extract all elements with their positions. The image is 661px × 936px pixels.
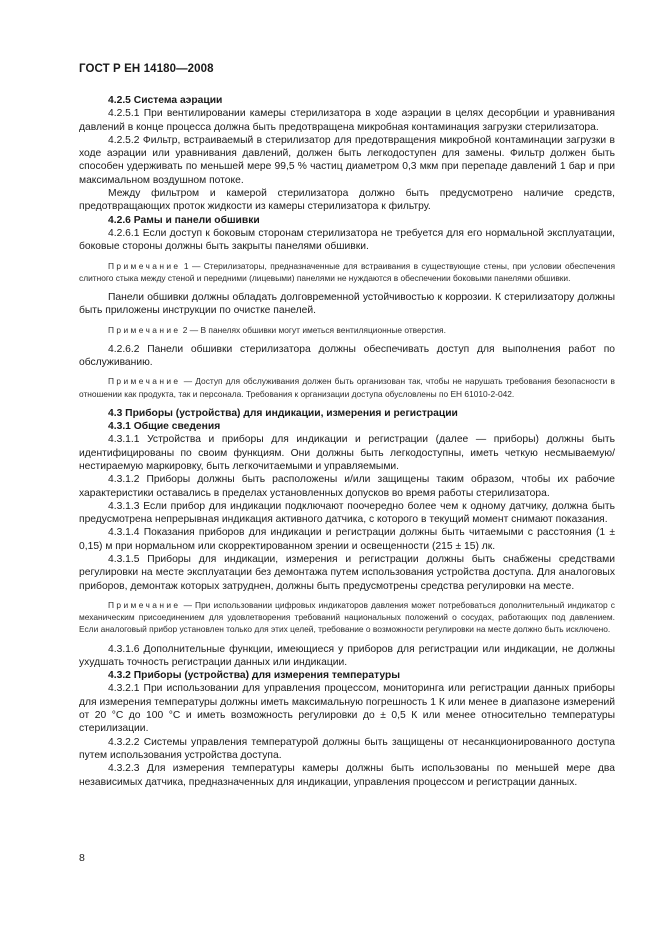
paragraph-4-3-2-1: 4.3.2.1 При использовании для управления процессом, мониторинга или регистрации данных приборы для измерения температуры должны иметь максимальную погрешность 1 К или менее в диапазоне измерений от 20 °С до 100 °С и иметь возможность регулировки до ± 0,5 К или менее относительно температуры стерилизации. <box>79 683 615 735</box>
note-text: 1 — Стерилизаторы, предназначенные для встраивания в существующие стены, при условии обеспечения слитного стыка между стеной и передними (лицевыми) панелями не нуждаются в обеспечении боковыми панелями обшивки. <box>79 260 615 283</box>
note-access <box>79 375 615 399</box>
note-1 <box>79 260 615 284</box>
paragraph-filter-means: Между фильтром и камерой стерилизатора должно быть предусмотрено наличие средств, предотвращающих проток жидкости из камеры стерилизатора к фильтру. <box>79 188 615 213</box>
section-heading-4-2-6: 4.2.6 Рамы и панели обшивки <box>108 214 260 226</box>
paragraph-4-3-1-5: 4.3.1.5 Приборы для индикации, измерения и регистрации должны быть снабжены средствами регулировки на месте эксплуатации без демонтажа путем использования устройства доступа. Для аналоговых приборов, демонтаж которых затруднен, должны быть предусмотрены средства регулировки на месте. <box>79 554 615 592</box>
paragraph-4-2-5-2: 4.2.5.2 Фильтр, встраиваемый в стерилизатор для предотвращения микробной контаминации загрузки в ходе аэрации или уравнивания давлений, должен быть легкодоступен для замены. Фильтр должен быть способен удерживать по меньшей мере 99,5 % частиц диаметром 0,3 мкм при перепаде давлений 1 бар и при максимальном воздушном потоке. <box>79 134 615 186</box>
page-number: 8 <box>79 852 85 864</box>
section-heading-4-3-1: 4.3.1 Общие сведения <box>108 421 221 433</box>
note-label: Примечание <box>108 599 181 610</box>
paragraph-4-3-1-1: 4.3.1.1 Устройства и приборы для индикации и регистрации (далее — приборы) должны быть идентифицированы по своим функциям. Они должны быть легкодоступны, иметь четкую несмываемую/нестираемую маркировку, быть легкочитаемыми и управляемыми. <box>79 434 615 472</box>
paragraph-4-3-1-4: 4.3.1.4 Показания приборов для индикации и регистрации должны быть читаемыми с расстояния (1 ± 0,15) м при нормальном или скорректированном зрении и освещенности (215 ± 15) лк. <box>79 527 615 552</box>
paragraph-panels-corrosion: Панели обшивки должны обладать долговременной устойчивостью к коррозии. К стерилизатору должны быть приложены инструкции по очистке панелей. <box>79 291 615 317</box>
section-heading-4-3: 4.3 Приборы (устройства) для индикации, измерения и регистрации <box>108 407 458 419</box>
paragraph-4-3-2-3: 4.3.2.3 Для измерения температуры камеры должны быть использованы по меньшей мере два независимых датчика, предназначенных для индикации, управления процессом и регистрации данных. <box>79 763 615 788</box>
note-text: — При использовании цифровых индикаторов давления может потребоваться дополнительный индикатор с механическим присоединением для удовлетворения требований национальных положений о сосудах, работающих под давлением. Если аналоговый прибор установлен только для этих целей, требование о возможности регулировки на месте должно быть исключено. <box>79 599 615 635</box>
document-body <box>79 94 615 789</box>
note-text: 2 — В панелях обшивки могут иметься вентиляционные отверстия. <box>180 324 446 335</box>
paragraph-4-3-1-3: 4.3.1.3 Если прибор для индикации подключают поочередно более чем к одному датчику, должна быть предусмотрена непрерывная индикация активного датчика, с которого в текущий момент снимают показания. <box>79 500 615 526</box>
note-label: Примечание <box>108 324 181 335</box>
paragraph-4-2-6-1: 4.2.6.1 Если доступ к боковым сторонам стерилизатора не требуется для его нормальной эксплуатации, боковые стороны должны быть закрыты панелями обшивки. <box>79 227 615 253</box>
section-heading-4-3-2: 4.3.2 Приборы (устройства) для измерения температуры <box>108 670 401 682</box>
section-heading-4-2-5: 4.2.5 Система аэрации <box>108 95 223 106</box>
paragraph-4-2-6-2: 4.2.6.2 Панели обшивки стерилизатора должны обеспечивать доступ для выполнения работ по обслуживанию. <box>79 343 615 369</box>
note-2 <box>79 324 615 336</box>
note-digital-pressure <box>79 599 615 636</box>
paragraph-4-3-2-2: 4.3.2.2 Системы управления температурой должны быть защищены от несанкционированного доступа путем использования устройства доступа. <box>79 736 615 761</box>
note-text: — Доступ для обслуживания должен быть организован так, чтобы не нарушать требования безопасности в отношении как продукта, так и персонала. Требования к организации доступа обусловлены по ЕН 61010-2-042. <box>79 376 615 399</box>
document-header: ГОСТ Р ЕН 14180—2008 <box>79 63 214 75</box>
paragraph-4-2-5-1: 4.2.5.1 При вентилировании камеры стерилизатора в ходе аэрации в целях десорбции и уравнивания давлений в конце процесса должна быть предотвращена микробная контаминация загрузки стерилизатора. <box>79 108 615 133</box>
paragraph-4-3-1-6: 4.3.1.6 Дополнительные функции, имеющиеся у приборов для регистрации или индикации, не должны ухудшать точность регистрации данных или индикации. <box>79 643 615 668</box>
note-label: Примечание <box>108 260 181 271</box>
paragraph-4-3-1-2: 4.3.1.2 Приборы должны быть расположены и/или защищены таким образом, чтобы их рабочие характеристики оставались в пределах установленных допусков во время работы стерилизатора. <box>79 474 615 499</box>
note-label: Примечание <box>108 376 181 387</box>
